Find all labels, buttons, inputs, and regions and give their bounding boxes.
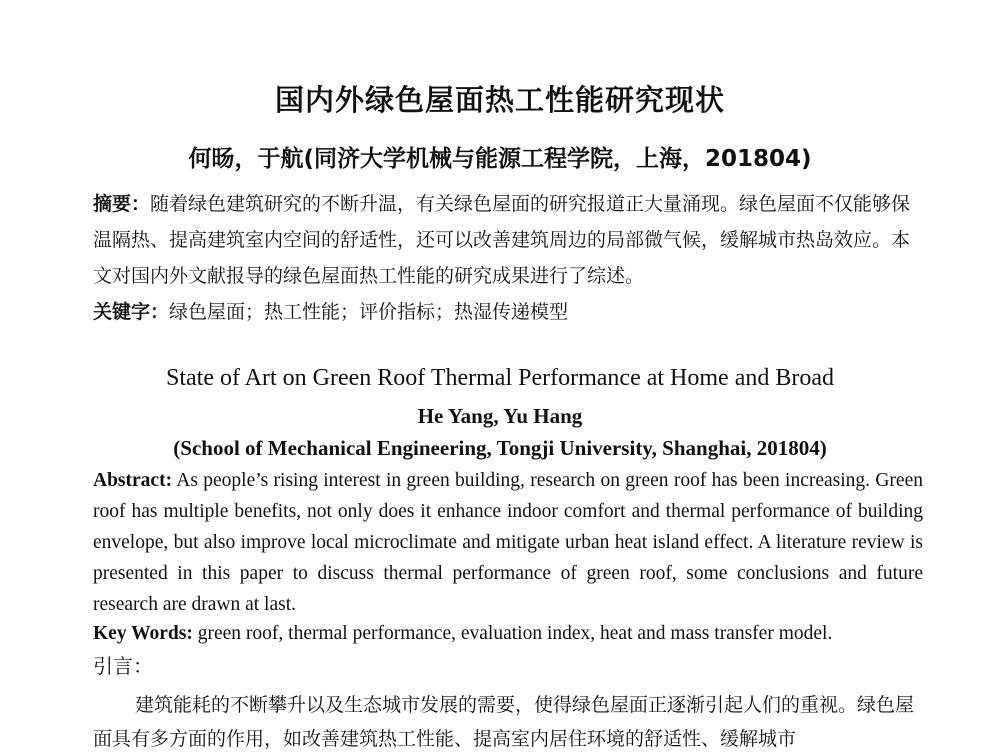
english-affiliation: (School of Mechanical Engineering, Tongji University, Shanghai, 201804)	[173, 436, 827, 460]
chinese-title: 国内外绿色屋面热工性能研究现状	[274, 83, 725, 117]
english-abstract-text: As people’s rising interest in green building, research on green roof has been increasing. Green roof has multiple benefits, not only does it enhance indoor comfort and thermal performance of building envelope, but also improve local microclimate and mitigate urban heat island effect. A literature review is presented in this paper to discuss thermal performance of green roof, some conclusions and future research are drawn at last.	[93, 470, 923, 615]
english-keywords-label: Key Words:	[93, 623, 193, 644]
english-keywords-text: green roof, thermal performance, evaluation index, heat and mass transfer model.	[197, 623, 833, 644]
chinese-keywords-label: 关键字：	[93, 301, 170, 323]
english-abstract-label: Abstract:	[93, 470, 173, 491]
english-authors: He Yang, Yu Hang	[417, 404, 583, 428]
chinese-abstract	[93, 186, 923, 294]
chinese-abstract-text: 随着绿色建筑研究的不断升温，有关绿色屋面的研究报道正大量涌现。绿色屋面不仅能够保温隔热、提高建筑室内空间的舒适性，还可以改善建筑周边的局部微气候，缓解城市热岛效应。本文对国内外文献报导的绿色屋面热工性能的研究成果进行了综述。	[93, 193, 911, 287]
english-keywords	[93, 618, 923, 649]
english-title: State of Art on Green Roof Thermal Performance at Home and Broad	[165, 365, 834, 391]
chinese-abstract-label: 摘要：	[93, 193, 151, 215]
chinese-authors: 何旸，于航(同济大学机械与能源工程学院，上海，201804)	[188, 146, 812, 172]
chinese-keywords-text: 绿色屋面；热工性能；评价指标；热湿传递模型	[169, 301, 569, 323]
introduction-body: 建筑能耗的不断攀升以及生态城市发展的需要，使得绿色屋面正逐渐引起人们的重视。绿色屋面具有多方面的作用，如改善建筑热工性能、提高室内居住环境的舒适性、缓解城市	[93, 694, 915, 750]
english-abstract	[93, 465, 923, 620]
introduction-heading: 引言：	[93, 654, 153, 678]
chinese-keywords	[93, 294, 923, 330]
